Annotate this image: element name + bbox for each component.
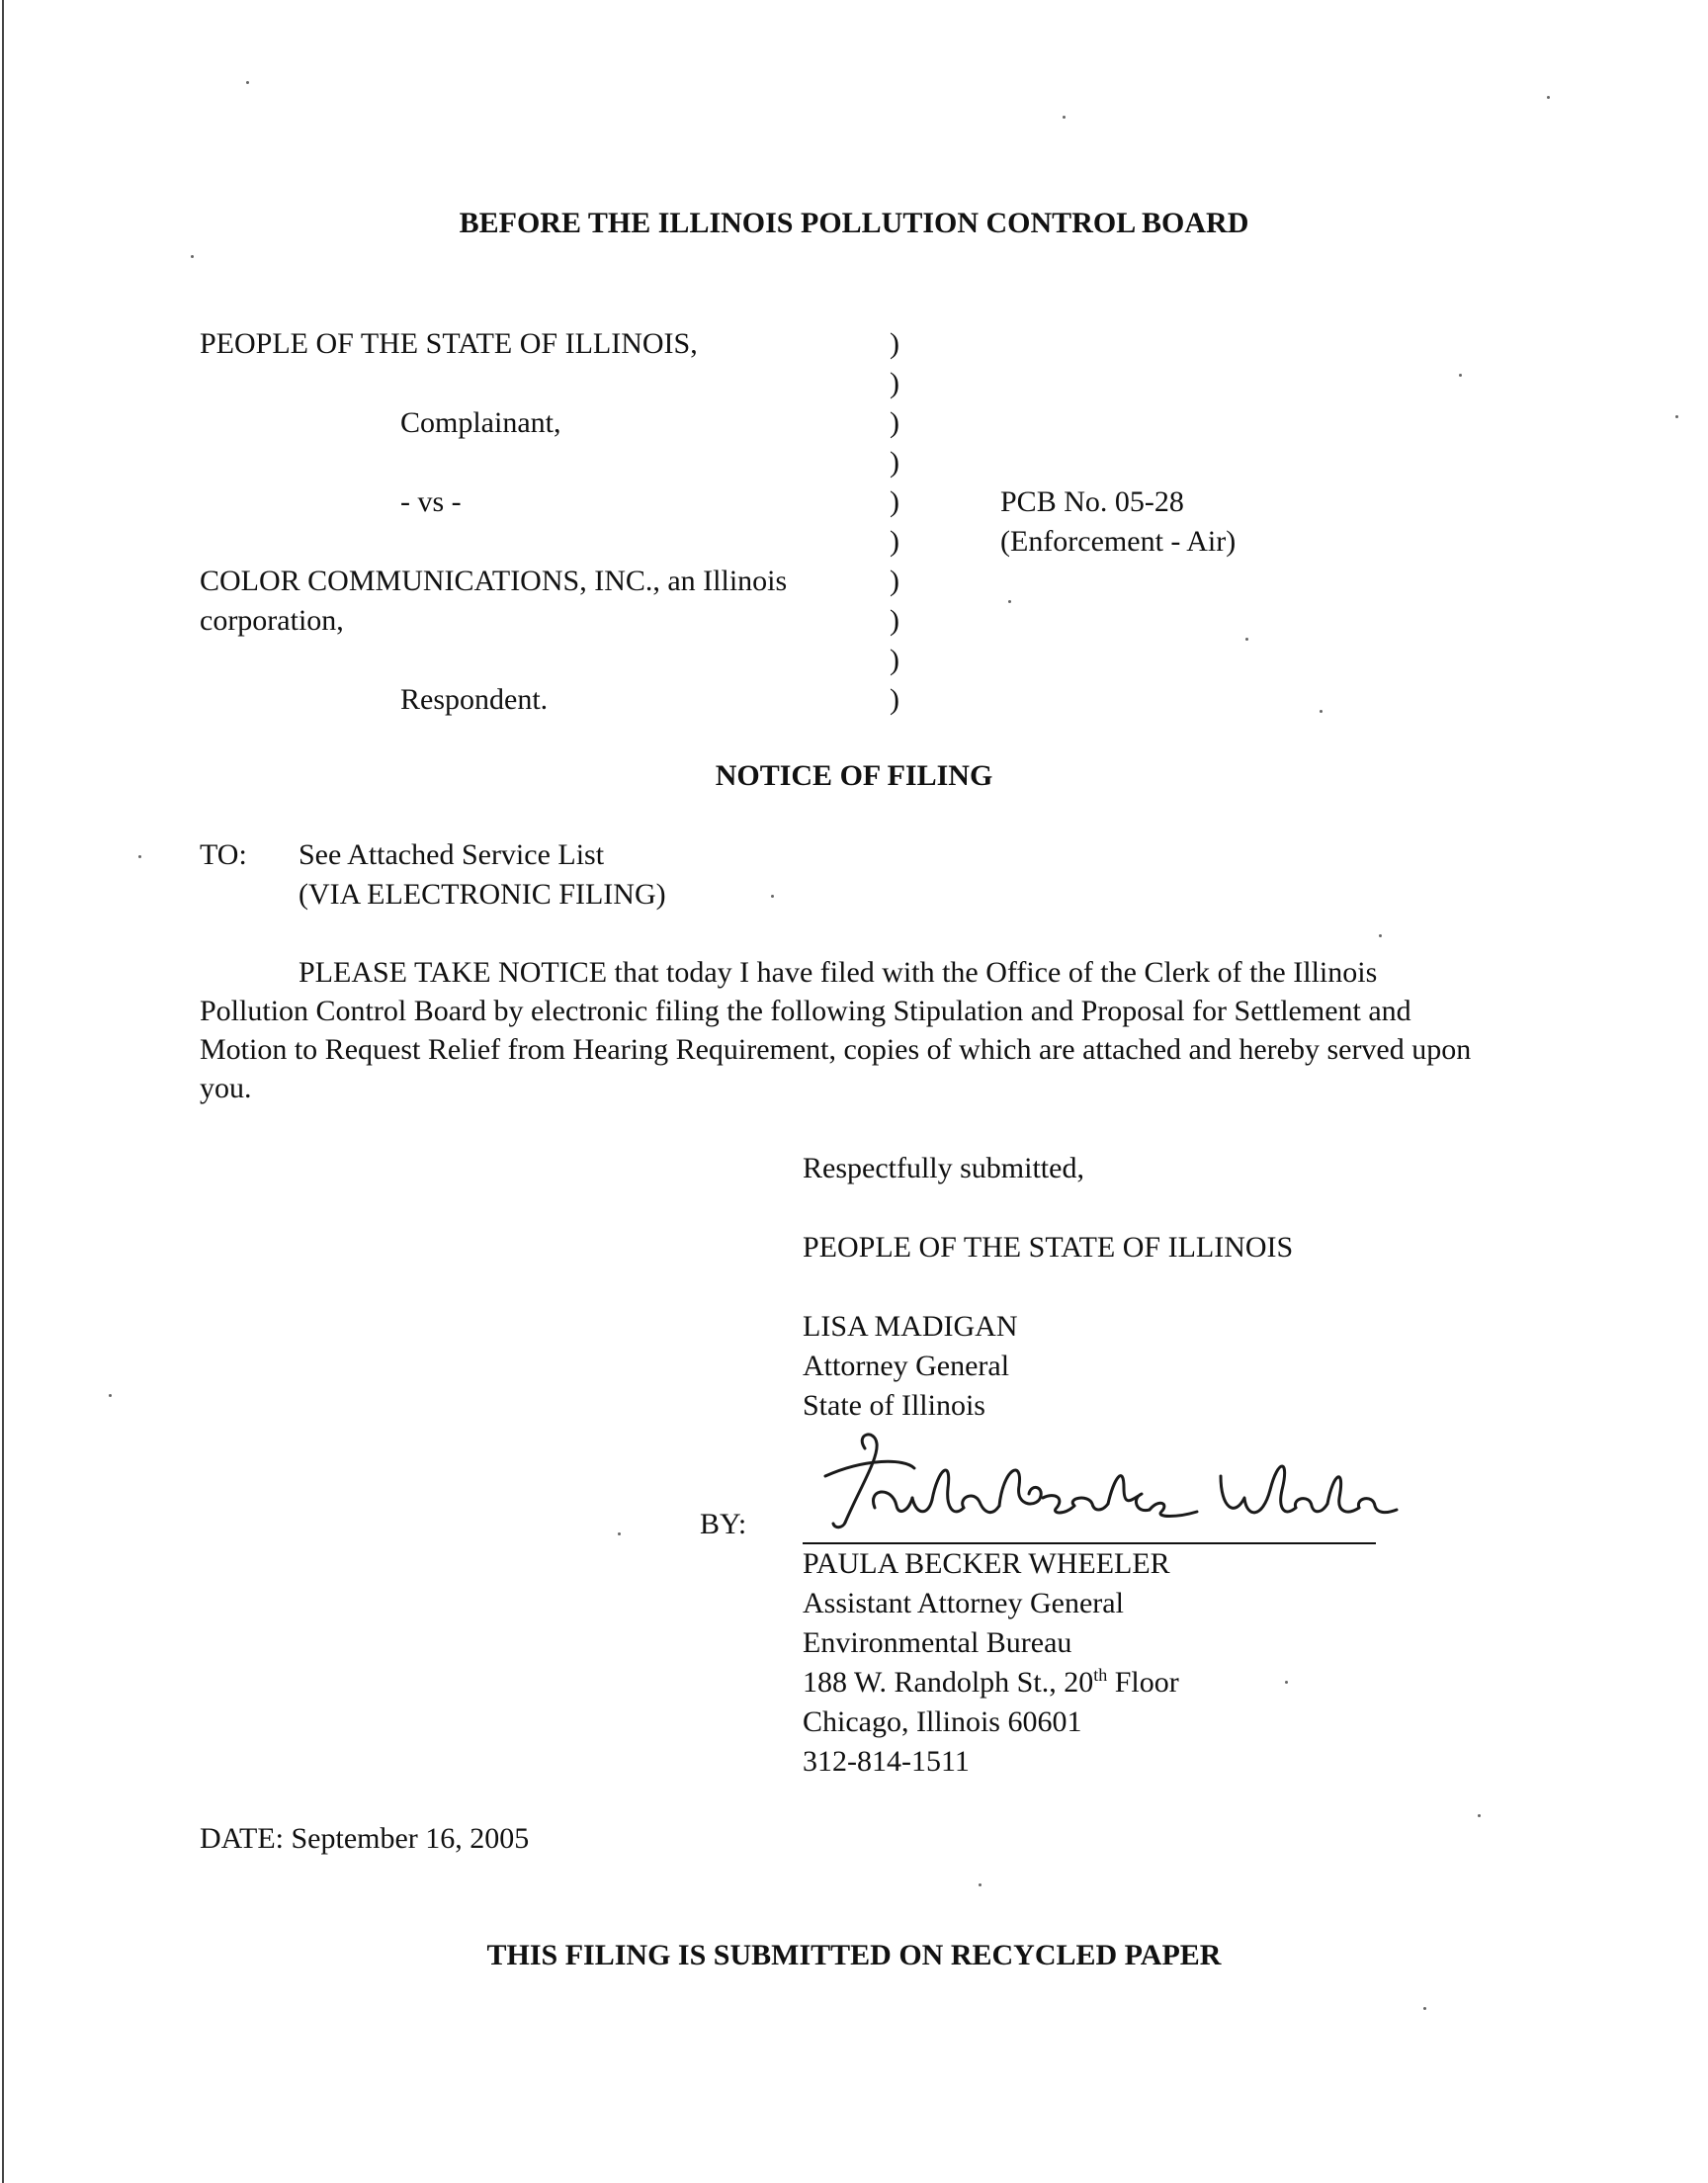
respondent-name-continued: corporation, [200,604,344,637]
versus-label: - vs - [400,485,462,518]
case-type: (Enforcement - Air) [1000,525,1237,558]
scan-speck [979,1883,982,1886]
notice-body-paragraph: PLEASE TAKE NOTICE that today I have filed with the Office of the Clerk of the Illinois Pollution Control Board by electronic filing the following Stipulation and Proposal for Settlement and Motion to Request Relief from Hearing Requirement, copies of which are attached and hereby served upon you. [200,956,1472,1104]
complainant-role: Complainant, [400,406,561,439]
attorney-general-name: LISA MADIGAN [803,1310,1018,1343]
signer-bureau: Environmental Bureau [803,1626,1072,1659]
handwritten-signature [806,1429,1399,1542]
caption-parenthesis: ) [890,525,899,558]
signer-name: PAULA BECKER WHEELER [803,1547,1170,1580]
scan-speck [1285,1681,1288,1684]
caption-parenthesis: ) [890,644,899,676]
scan-speck [246,81,249,84]
scan-speck [191,255,194,258]
signer-city: Chicago, Illinois 60601 [803,1705,1082,1738]
scan-speck [618,1532,621,1535]
scan-speck [771,895,774,898]
complainant-name: PEOPLE OF THE STATE OF ILLINOIS, [200,327,698,360]
closing-phrase: Respectfully submitted, [803,1152,1084,1184]
scan-speck [138,855,141,858]
caption-parenthesis: ) [890,446,899,479]
scan-speck [1245,638,1248,641]
to-label: TO: [200,838,247,871]
scan-speck [1063,116,1066,119]
scan-speck [1008,600,1011,603]
caption-parenthesis: ) [890,565,899,597]
attorney-general-title: Attorney General [803,1350,1010,1382]
scan-speck [1459,374,1462,377]
caption-parenthesis: ) [890,683,899,716]
recipient-method: (VIA ELECTRONIC FILING) [299,878,666,911]
street-address-floor: Floor [1107,1666,1179,1699]
signer-phone: 312-814-1511 [803,1745,970,1778]
scan-edge-line [2,0,4,2183]
case-number: PCB No. 05-28 [1000,485,1184,518]
caption-parenthesis: ) [890,406,899,439]
floor-ordinal-suffix: th [1093,1665,1108,1685]
notice-title: NOTICE OF FILING [715,759,993,792]
filing-date: DATE: September 16, 2005 [200,1822,530,1855]
signer-street-address [803,1663,1179,1703]
signer-title: Assistant Attorney General [803,1587,1124,1619]
scan-speck [1547,96,1550,99]
street-address-main: 188 W. Randolph St., 20 [803,1666,1094,1699]
caption-parenthesis: ) [890,604,899,637]
recycled-paper-notice: THIS FILING IS SUBMITTED ON RECYCLED PAPER [486,1939,1222,1971]
scan-speck [1379,934,1382,937]
recipient-line: See Attached Service List [299,838,605,871]
scan-speck [1675,415,1678,418]
caption-parenthesis: ) [890,485,899,518]
scan-speck [1320,710,1323,713]
attorney-general-state: State of Illinois [803,1389,985,1422]
by-label: BY: [700,1508,747,1540]
scan-speck [1423,2007,1426,2010]
caption-parenthesis: ) [890,367,899,399]
party-name: PEOPLE OF THE STATE OF ILLINOIS [803,1231,1294,1264]
respondent-role: Respondent. [400,683,549,716]
respondent-name: COLOR COMMUNICATIONS, INC., an Illinois [200,565,788,597]
scan-speck [109,1394,112,1397]
scan-speck [1478,1814,1481,1817]
caption-parenthesis: ) [890,327,899,360]
court-header-title: BEFORE THE ILLINOIS POLLUTION CONTROL BOARD [459,207,1249,239]
